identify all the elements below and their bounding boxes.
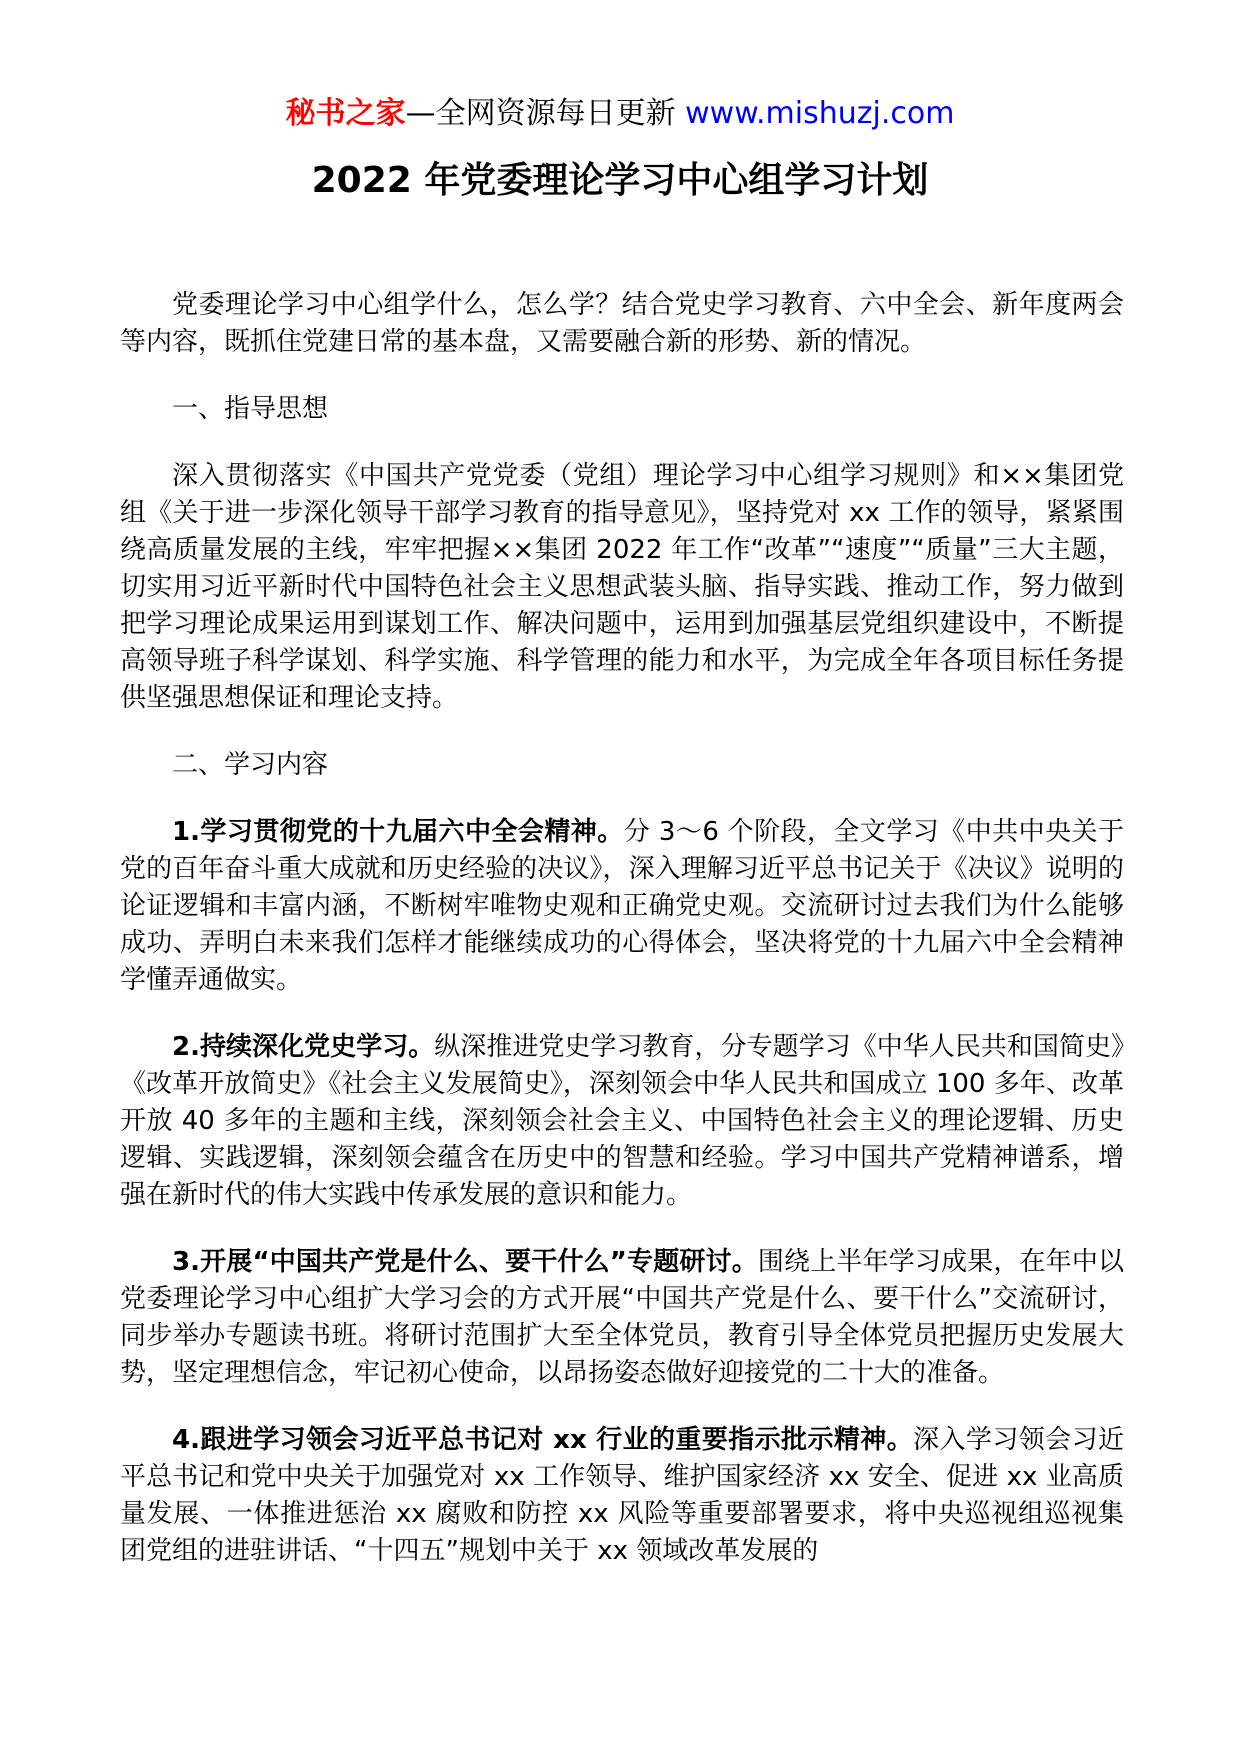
section-heading-study-content: 二、学习内容	[172, 750, 329, 780]
header-slogan: —全网资源每日更新	[405, 96, 686, 131]
guiding-ideology-paragraph: 深入贯彻落实《中国共产党党委（党组）理论学习中心组学习规则》和××集团党组《关于进一步深化领导干部学习教育的指导意见》，坚持党对 xx 工作的领导，紧紧围绕高质量发展的主线，牢牢把握××集团 2022 年工作“改革”“速度”“质量”三大主题，切实用习近平新时代中国特色社会主义思想武装头脑、指导实践、推动工作，努力做到把学习理论成果运用到谋划工作、解决问题中，运用到加强基层党组织建设中，不断提高领导班子科学谋划、科学实施、科学管理的能力和水平，为完成全年各项目标任务提供坚强思想保证和理论支持。	[120, 461, 1124, 713]
site-url-link[interactable]: www.mishuzj.com	[685, 96, 955, 131]
section-heading-guiding-ideology: 一、指导思想	[172, 394, 329, 424]
study-item-2-text: 纵深推进党史学习教育，分专题学习《中华人民共和国简史》《改革开放简史》《社会主义发展简史》，深刻领会中华人民共和国成立 100 多年、改革开放 40 多年的主题和主线，深刻领会社会主义、中国特色社会主义的理论逻辑、历史逻辑、实践逻辑，深刻领会蕴含在历史中的智慧和经验。学习中国共产党精神谱系，增强在新时代的伟大实践中传承发展的意识和能力。	[120, 1032, 1125, 1210]
intro-paragraph: 党委理论学习中心组学什么，怎么学？结合党史学习教育、六中全会、新年度两会等内容，既抓住党建日常的基本盘，又需要融合新的形势、新的情况。	[120, 290, 1124, 357]
study-item-2-lead: 2.持续深化党史学习。	[172, 1032, 435, 1062]
site-header	[0, 94, 1240, 134]
document-body	[120, 287, 1124, 1600]
study-item-4	[120, 1422, 1124, 1570]
study-item-3	[120, 1244, 1124, 1392]
study-item-4-lead: 4.跟进学习领会习近平总书记对 xx 行业的重要指示批示精神。	[172, 1425, 914, 1455]
study-item-3-lead: 3.开展“中国共产党是什么、要干什么”专题研讨。	[172, 1247, 758, 1277]
study-item-1	[120, 814, 1124, 999]
document-title: 2022 年党委理论学习中心组学习计划	[311, 160, 929, 201]
study-item-1-lead: 1.学习贯彻党的十九届六中全会精神。	[172, 817, 624, 847]
study-item-4-text: 深入学习领会习近平总书记和党中央关于加强党对 xx 工作领导、维护国家经济 xx 安全、促进 xx 业高质量发展、一体推进惩治 xx 腐败和防控 xx 风险等重要部署要求，将中央巡视组巡视集团党组的进驻讲话、“十四五”规划中关于 xx 领域改革发展的	[120, 1425, 1124, 1566]
study-item-3-text: 围绕上半年学习成果，在年中以党委理论学习中心组扩大学习会的方式开展“中国共产党是什么、要干什么”交流研讨，同步举办专题读书班。将研讨范围扩大至全体党员，教育引导全体党员把握历史发展大势，坚定理想信念，牢记初心使命，以昂扬姿态做好迎接党的二十大的准备。	[120, 1247, 1124, 1388]
brand-name: 秘书之家	[285, 96, 406, 131]
study-item-2	[120, 1029, 1124, 1214]
study-item-1-text: 分 3～6 个阶段，全文学习《中共中央关于党的百年奋斗重大成就和历史经验的决议》，深入理解习近平总书记关于《决议》说明的论证逻辑和丰富内涵，不断树牢唯物史观和正确党史观。交流研讨过去我们为什么能够成功、弄明白未来我们怎样才能继续成功的心得体会，坚决将党的十九届六中全会精神学懂弄通做实。	[120, 817, 1124, 995]
